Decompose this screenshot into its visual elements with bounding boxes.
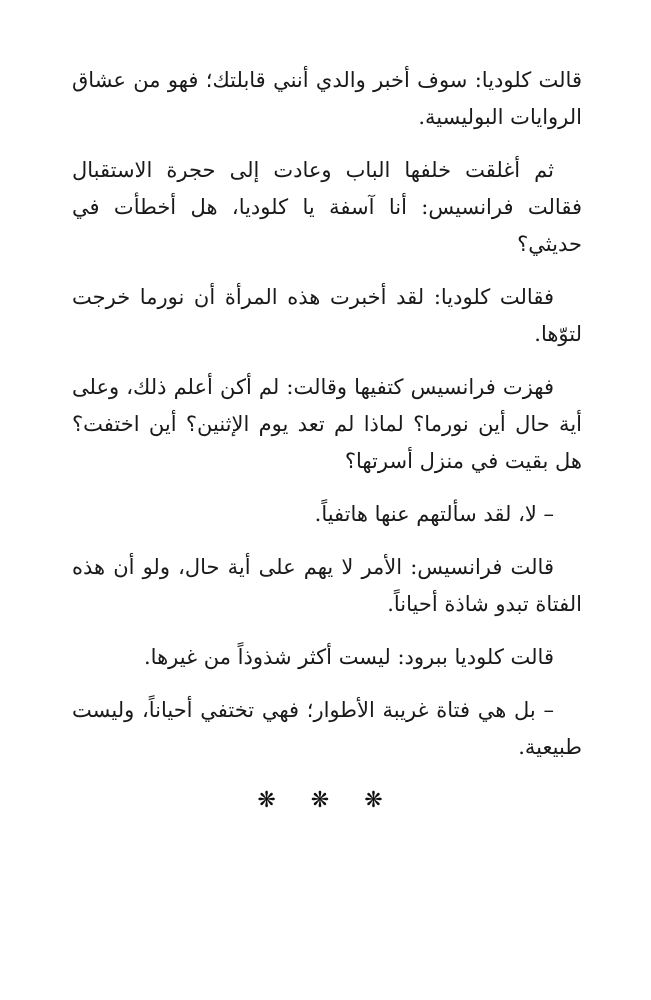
paragraph-8: – بل هي فتاة غريبة الأطوار؛ فهي تختفي أحياناً، وليست طبيعية. [72, 698, 582, 759]
paragraph-2: ثم أغلقت خلفها الباب وعادت إلى حجرة الاستقبال فقالت فرانسيس: أنا آسفة يا كلوديا، هل أخطأت في حديثي؟ [72, 158, 582, 256]
paragraph-5: – لا، لقد سألتهم عنها هاتفياً. [314, 502, 554, 526]
paragraph-6: قالت فرانسيس: الأمر لا يهم على أية حال، ولو أن هذه الفتاة تبدو شاذة أحياناً. [72, 555, 582, 616]
paragraph-7: قالت كلوديا ببرود: ليست أكثر شذوذاً من غيرها. [144, 645, 554, 669]
document-page [72, 62, 582, 819]
paragraph-3: فقالت كلوديا: لقد أخبرت هذه المرأة أن نورما خرجت لتوّها. [72, 285, 582, 346]
section-separator: ❋ ❋ ❋ [257, 788, 397, 813]
paragraph-4: فهزت فرانسيس كتفيها وقالت: لم أكن أعلم ذلك، وعلى أية حال أين نورما؟ لماذا لم تعد يوم الإثنين؟ أين اختفت؟ هل بقيت في منزل أسرتها؟ [72, 375, 582, 473]
paragraph-1: قالت كلوديا: سوف أخبر والدي أنني قابلتك؛ فهو من عشاق الروايات البوليسية. [72, 68, 582, 129]
